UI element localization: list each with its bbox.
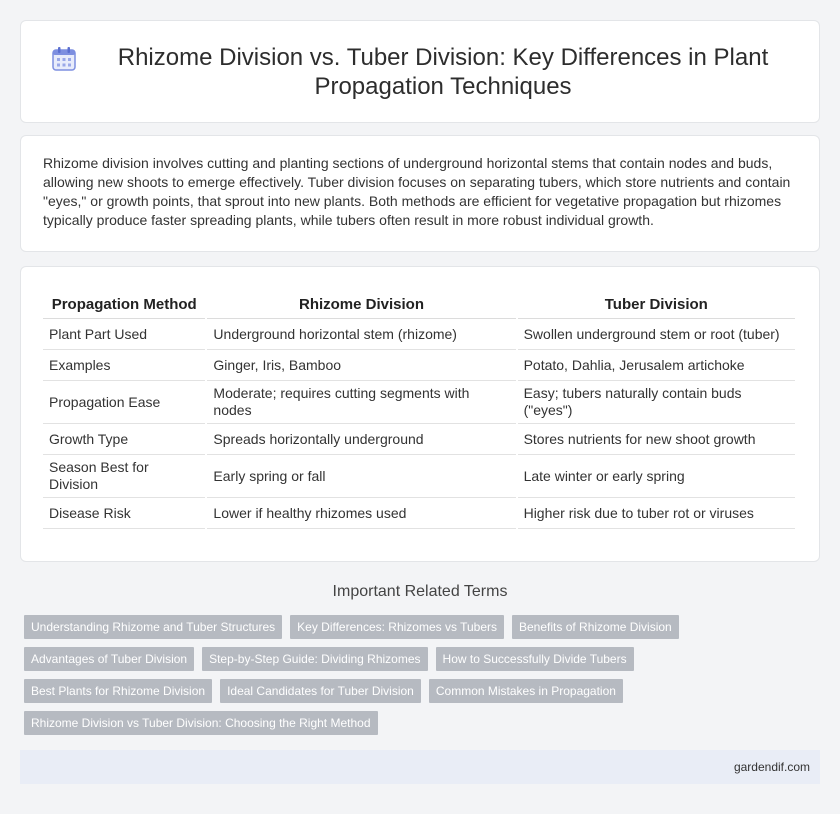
- table-cell: Season Best for Division: [43, 455, 205, 498]
- tag-row: [24, 615, 824, 639]
- related-term-tag[interactable]: Ideal Candidates for Tuber Division: [220, 679, 421, 703]
- table-cell: Lower if healthy rhizomes used: [207, 498, 515, 529]
- table-cell: Early spring or fall: [207, 455, 515, 498]
- related-term-tag[interactable]: Common Mistakes in Propagation: [429, 679, 623, 703]
- tag-row: [24, 679, 824, 703]
- table-cell: Stores nutrients for new shoot growth: [518, 424, 795, 455]
- table-cell: Propagation Ease: [43, 381, 205, 424]
- table-cell: Moderate; requires cutting segments with nodes: [207, 381, 515, 424]
- footer: [20, 750, 820, 784]
- table-row: [43, 424, 795, 455]
- table-row: [43, 455, 795, 498]
- table-cell: Ginger, Iris, Bamboo: [207, 350, 515, 381]
- tag-row: [24, 647, 824, 671]
- table-row: [43, 381, 795, 424]
- table-cell: Late winter or early spring: [518, 455, 795, 498]
- related-term-tag[interactable]: How to Successfully Divide Tubers: [436, 647, 634, 671]
- tag-row: [24, 711, 824, 735]
- header-card: [20, 20, 820, 123]
- related-term-tag[interactable]: Key Differences: Rhizomes vs Tubers: [290, 615, 504, 639]
- related-term-tag[interactable]: Understanding Rhizome and Tuber Structures: [24, 615, 282, 639]
- intro-card: [20, 135, 820, 252]
- table-cell: Easy; tubers naturally contain buds ("eyes"): [518, 381, 795, 424]
- comparison-table: [41, 291, 797, 529]
- comparison-table-card: [20, 266, 820, 562]
- table-cell: Swollen underground stem or root (tuber): [518, 319, 795, 350]
- related-term-tag[interactable]: Rhizome Division vs Tuber Division: Choosing the Right Method: [24, 711, 378, 735]
- table-cell: Growth Type: [43, 424, 205, 455]
- related-term-tag[interactable]: Best Plants for Rhizome Division: [24, 679, 212, 703]
- page-title: Rhizome Division vs. Tuber Division: Key Differences in Plant Propagation Techniques: [117, 43, 769, 100]
- related-term-tag[interactable]: Benefits of Rhizome Division: [512, 615, 679, 639]
- table-row: [43, 498, 795, 529]
- table-cell: Disease Risk: [43, 498, 205, 529]
- table-header: Tuber Division: [518, 291, 795, 319]
- calendar-icon: [51, 46, 77, 72]
- related-terms-title: Important Related Terms: [332, 583, 508, 600]
- related-terms-tags: [24, 615, 824, 743]
- table-cell: Higher risk due to tuber rot or viruses: [518, 498, 795, 529]
- related-term-tag[interactable]: Step-by-Step Guide: Dividing Rhizomes: [202, 647, 427, 671]
- table-header: Propagation Method: [43, 291, 205, 319]
- intro-text: Rhizome division involves cutting and planting sections of underground horizontal stems that contain nodes and buds, allowing new shoots to emerge effectively. Tuber division focuses on separating tubers, which store nutrients and contain "eyes," or growth points, that sprout into new plants. Both methods are efficient for vegetative propagation but rhizomes typically produce faster spreading plants, while tubers often result in more robust individual growth.: [43, 155, 791, 228]
- table-row: [43, 350, 795, 381]
- table-row: [43, 319, 795, 350]
- table-cell: Plant Part Used: [43, 319, 205, 350]
- table-cell: Examples: [43, 350, 205, 381]
- footer-site-link[interactable]: gardendif.com: [733, 760, 810, 774]
- table-cell: Potato, Dahlia, Jerusalem artichoke: [518, 350, 795, 381]
- table-cell: Spreads horizontally underground: [207, 424, 515, 455]
- related-term-tag[interactable]: Advantages of Tuber Division: [24, 647, 194, 671]
- table-header-row: [43, 291, 795, 319]
- table-cell: Underground horizontal stem (rhizome): [207, 319, 515, 350]
- table-header: Rhizome Division: [207, 291, 515, 319]
